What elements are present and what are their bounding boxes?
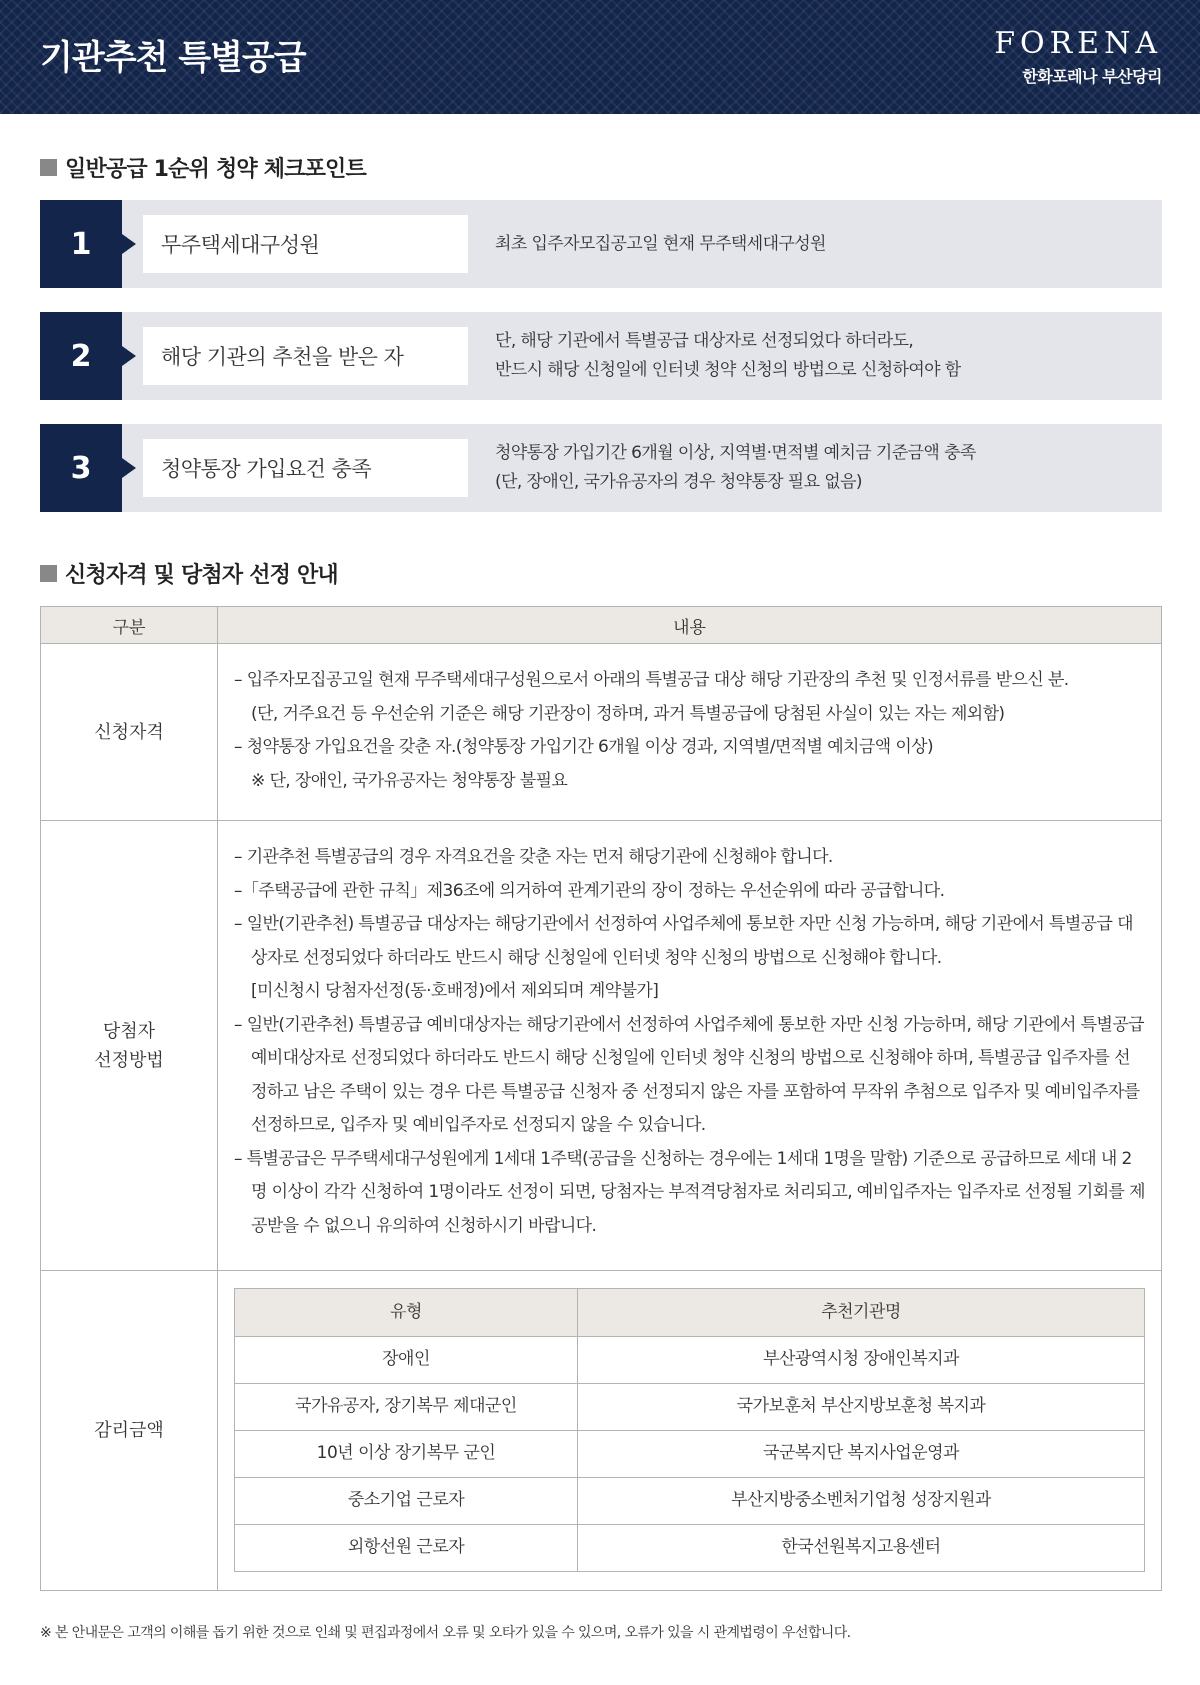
bullet-text: – 입주자모집공고일 현재 무주택세대구성원으로서 아래의 특별공급 대상 해당 기관장의 추천 및 인정서류를 받으신 분. <box>234 670 1069 690</box>
category-cell: 신청자격 <box>41 644 218 821</box>
page-title: 기관추천 특별공급 <box>40 38 306 78</box>
content-cell <box>218 1271 1162 1591</box>
checkpoint-description-line: 최초 입주자모집공고일 현재 무주택세대구성원 <box>495 233 826 254</box>
type-cell: 10년 이상 장기복무 군인 <box>235 1431 578 1478</box>
checkpoint-section-title <box>40 152 366 183</box>
table-row-qualification <box>41 644 1162 821</box>
checkpoint-description <box>495 200 826 288</box>
checkpoint-description-line: 단, 해당 기관에서 특별공급 대상자로 선정되었다 하더라도, <box>495 331 914 351</box>
guide-table-header <box>41 607 1162 644</box>
content-cell <box>218 821 1162 1271</box>
guide-section-title <box>40 558 338 589</box>
type-cell: 장애인 <box>235 1337 578 1384</box>
checkpoint-description-line: 반드시 해당 신청일에 인터넷 청약 신청의 방법으로 신청하여야 함 <box>495 360 961 380</box>
column-header-type: 유형 <box>235 1289 578 1337</box>
guide-table <box>40 606 1162 1591</box>
brand <box>994 28 1162 87</box>
checkpoint-number: 3 <box>40 424 122 512</box>
brand-logo: FORENA <box>994 26 1162 61</box>
category-cell: 감리금액 <box>41 1271 218 1591</box>
column-header-content: 내용 <box>218 607 1162 644</box>
agency-cell: 국가보훈처 부산지방보훈청 복지과 <box>578 1384 1145 1431</box>
checkpoint-row-2 <box>40 312 1162 400</box>
agency-table <box>234 1288 1145 1572</box>
bullet-note: ※ 단, 장애인, 국가유공자는 청약통장 불필요 <box>251 770 568 791</box>
arrow-right-icon <box>122 458 136 478</box>
agency-cell: 한국선원복지고용센터 <box>578 1525 1145 1572</box>
agency-cell: 부산광역시청 장애인복지과 <box>578 1337 1145 1384</box>
table-row <box>235 1478 1145 1525</box>
header-banner <box>0 0 1200 114</box>
bullet-note: [미신청시 당첨자선정(동·호배정)에서 제외되며 계약불가] <box>251 981 659 1001</box>
table-row <box>235 1525 1145 1572</box>
category-cell <box>41 821 218 1271</box>
agency-cell: 부산지방중소벤처기업청 성장지원과 <box>578 1478 1145 1525</box>
column-header-category: 구분 <box>41 607 218 644</box>
bullet-text: – 일반(기관추천) 특별공급 대상자는 해당기관에서 선정하여 사업주체에 통보한 자만 신청 가능하며, 해당 기관에서 특별공급 대상자로 선정되었다 하더라도 반드시 해당 신청일에 인터넷 청약 신청의 방법으로 신청해야 합니다. <box>234 914 1133 968</box>
arrow-right-icon <box>122 346 136 366</box>
checkpoint-label: 해당 기관의 추천을 받은 자 <box>143 327 468 385</box>
bullet-text: – 특별공급은 무주택세대구성원에게 1세대 1주택(공급을 신청하는 경우에는 1세대 1명을 말함) 기준으로 공급하므로 세대 내 2명 이상이 각각 신청하여 1명이라도 선정이 되면, 당첨자는 부적격당첨자로 처리되고, 예비입주자는 입주자로 선정될 기회를 제공받을 수 없으니 유의하여 신청하시기 바랍니다. <box>234 1148 1145 1236</box>
type-cell: 국가유공자, 장기복무 제대군인 <box>235 1384 578 1431</box>
category-label-line: 선정방법 <box>94 1049 164 1071</box>
checkpoint-row-3 <box>40 424 1162 512</box>
square-bullet-icon <box>40 159 57 176</box>
column-header-agency: 추천기관명 <box>578 1289 1145 1337</box>
checkpoint-description <box>495 312 961 400</box>
type-cell: 중소기업 근로자 <box>235 1478 578 1525</box>
agency-table-header <box>235 1289 1145 1337</box>
square-bullet-icon <box>40 565 57 582</box>
footnote: ※ 본 안내문은 고객의 이해를 돕기 위한 것으로 인쇄 및 편집과정에서 오류 및 오타가 있을 수 있으며, 오류가 있을 시 관계법령이 우선합니다. <box>40 1625 851 1641</box>
table-row <box>235 1384 1145 1431</box>
bullet-text: – 기관추천 특별공급의 경우 자격요건을 갖춘 자는 먼저 해당기관에 신청해야 합니다. <box>234 847 833 867</box>
table-row <box>235 1337 1145 1384</box>
bullet-note: (단, 거주요건 등 우선순위 기준은 해당 기관장이 정하며, 과거 특별공급에 당첨된 사실이 있는 자는 제외함) <box>251 703 1005 724</box>
arrow-right-icon <box>122 234 136 254</box>
checkpoint-label: 무주택세대구성원 <box>143 215 468 273</box>
bullet-text: – 일반(기관추천) 특별공급 예비대상자는 해당기관에서 선정하여 사업주체에 통보한 자만 신청 가능하며, 해당 기관에서 특별공급 예비대상자로 선정되었다 하더라도 반드시 해당 신청일에 인터넷 청약 신청의 방법으로 신청해야 하며, 특별공급 입주자를 선정하고 남은 주택이 있는 경우 다른 특별공급 신청자 중 선정되지 않은 자를 포함하여 무작위 추첨으로 입주자 및 예비입주자를 선정하므로, 입주자 및 예비입주자로 선정되지 않을 수 있습니다. <box>234 1014 1144 1135</box>
content-cell <box>218 644 1162 821</box>
bullet-text: –「주택공급에 관한 규칙」제36조에 의거하여 관계기관의 장이 정하는 우선순위에 따라 공급합니다. <box>234 880 945 901</box>
checkpoint-description-line: 청약통장 가입기간 6개월 이상, 지역별·면적별 예치금 기준금액 충족 <box>495 443 976 463</box>
checkpoint-row-1 <box>40 200 1162 288</box>
table-row-agencies <box>41 1271 1162 1591</box>
category-label-line: 당첨자 <box>102 1020 156 1042</box>
checkpoint-number: 1 <box>40 200 122 288</box>
checkpoint-description <box>495 424 976 512</box>
type-cell: 외항선원 근로자 <box>235 1525 578 1572</box>
brand-subtitle: 한화포레나 부산당리 <box>1022 67 1162 86</box>
checkpoint-description-line: (단, 장애인, 국가유공자의 경우 청약통장 필요 없음) <box>495 472 862 492</box>
bullet-text: – 청약통장 가입요건을 갖춘 자.(청약통장 가입기간 6개월 이상 경과, 지역별/면적별 예치금액 이상) <box>234 737 933 757</box>
checkpoint-label: 청약통장 가입요건 충족 <box>143 439 468 497</box>
table-row-selection <box>41 821 1162 1271</box>
table-row <box>235 1431 1145 1478</box>
checkpoint-number: 2 <box>40 312 122 400</box>
agency-cell: 국군복지단 복지사업운영과 <box>578 1431 1145 1478</box>
checkpoint-section-title-text: 일반공급 1순위 청약 체크포인트 <box>65 157 366 182</box>
guide-section-title-text: 신청자격 및 당첨자 선정 안내 <box>65 563 338 588</box>
